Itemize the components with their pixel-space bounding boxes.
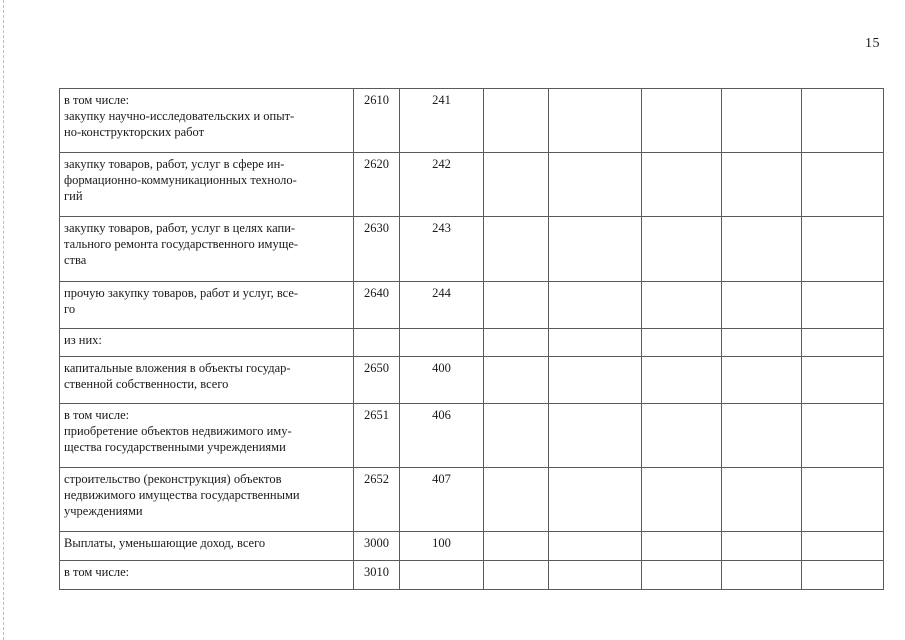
table-row: [60, 404, 884, 468]
value-cell: [484, 282, 549, 329]
value-cell: [802, 357, 884, 404]
row-code: 2630: [354, 217, 400, 282]
kosgu-code: 243: [400, 217, 484, 282]
value-cell: [722, 217, 802, 282]
value-cell: [642, 468, 722, 532]
value-cell: [484, 561, 549, 590]
description-line: но-конструкторских работ: [64, 125, 205, 139]
description-line: в том числе:: [64, 408, 130, 422]
value-cell: [642, 89, 722, 153]
description-line: закупку научно-исследовательских и опыт-: [64, 109, 295, 123]
value-cell: [722, 329, 802, 357]
kosgu-code: 241: [400, 89, 484, 153]
value-cell: [484, 329, 549, 357]
value-cell: [802, 404, 884, 468]
value-cell: [722, 282, 802, 329]
value-cell: [802, 282, 884, 329]
row-description: [60, 217, 354, 282]
table-row: [60, 357, 884, 404]
value-cell: [549, 89, 642, 153]
value-cell: [802, 468, 884, 532]
table-row: [60, 282, 884, 329]
value-cell: [802, 89, 884, 153]
value-cell: [549, 561, 642, 590]
description-line: в том числе:: [64, 93, 130, 107]
value-cell: [722, 357, 802, 404]
description-line: учреждениями: [64, 504, 143, 518]
description-line: тального ремонта государственного имуще-: [64, 237, 299, 251]
row-description: [60, 357, 354, 404]
description-line: ства: [64, 253, 87, 267]
description-line: закупку товаров, работ, услуг в сфере ин-: [64, 157, 285, 171]
value-cell: [484, 357, 549, 404]
row-description: [60, 404, 354, 468]
value-cell: [722, 89, 802, 153]
row-code: 2650: [354, 357, 400, 404]
kosgu-code: 100: [400, 532, 484, 561]
kosgu-code: [400, 329, 484, 357]
value-cell: [722, 561, 802, 590]
row-code: 2640: [354, 282, 400, 329]
description-line: го: [64, 302, 76, 316]
row-description: [60, 282, 354, 329]
value-cell: [484, 532, 549, 561]
value-cell: [642, 329, 722, 357]
value-cell: [642, 282, 722, 329]
value-cell: [802, 153, 884, 217]
value-cell: [802, 532, 884, 561]
kosgu-code: 400: [400, 357, 484, 404]
description-line: закупку товаров, работ, услуг в целях капи-: [64, 221, 296, 235]
description-line: недвижимого имущества государственными: [64, 488, 300, 502]
value-cell: [549, 532, 642, 561]
value-cell: [722, 404, 802, 468]
value-cell: [642, 217, 722, 282]
value-cell: [484, 404, 549, 468]
value-cell: [549, 282, 642, 329]
value-cell: [802, 329, 884, 357]
table-row: [60, 561, 884, 590]
value-cell: [549, 357, 642, 404]
value-cell: [484, 217, 549, 282]
page-number: 15: [865, 36, 880, 51]
page-edge: [3, 0, 4, 640]
value-cell: [549, 217, 642, 282]
table-row: [60, 217, 884, 282]
table-row: [60, 89, 884, 153]
description-line: из них:: [64, 333, 102, 347]
value-cell: [642, 357, 722, 404]
kosgu-code: 406: [400, 404, 484, 468]
row-code: [354, 329, 400, 357]
row-description: [60, 532, 354, 561]
table-row: [60, 329, 884, 357]
kosgu-code: 407: [400, 468, 484, 532]
row-code: 3010: [354, 561, 400, 590]
row-code: 2651: [354, 404, 400, 468]
value-cell: [802, 217, 884, 282]
value-cell: [642, 153, 722, 217]
description-line: прочую закупку товаров, работ и услуг, все-: [64, 286, 299, 300]
row-description: [60, 89, 354, 153]
table-row: [60, 153, 884, 217]
value-cell: [722, 532, 802, 561]
value-cell: [722, 468, 802, 532]
kosgu-code: [400, 561, 484, 590]
value-cell: [722, 153, 802, 217]
description-line: формационно-коммуникационных техноло-: [64, 173, 297, 187]
value-cell: [642, 561, 722, 590]
value-cell: [484, 89, 549, 153]
value-cell: [484, 468, 549, 532]
description-line: приобретение объектов недвижимого иму-: [64, 424, 292, 438]
kosgu-code: 244: [400, 282, 484, 329]
table-row: [60, 468, 884, 532]
row-code: 2620: [354, 153, 400, 217]
description-line: щества государственными учреждениями: [64, 440, 286, 454]
row-description: [60, 561, 354, 590]
description-line: Выплаты, уменьшающие доход, всего: [64, 536, 266, 550]
table-body: [60, 89, 884, 590]
description-line: строительство (реконструкция) объектов: [64, 472, 282, 486]
description-line: в том числе:: [64, 565, 130, 579]
value-cell: [484, 153, 549, 217]
value-cell: [549, 329, 642, 357]
description-line: гий: [64, 189, 83, 203]
row-description: [60, 153, 354, 217]
row-code: 2610: [354, 89, 400, 153]
description-line: ственной собственности, всего: [64, 377, 229, 391]
value-cell: [642, 532, 722, 561]
row-code: 3000: [354, 532, 400, 561]
row-code: 2652: [354, 468, 400, 532]
value-cell: [549, 404, 642, 468]
value-cell: [802, 561, 884, 590]
value-cell: [549, 153, 642, 217]
value-cell: [642, 404, 722, 468]
table-row: [60, 532, 884, 561]
budget-table: [59, 88, 884, 590]
value-cell: [549, 468, 642, 532]
row-description: [60, 329, 354, 357]
row-description: [60, 468, 354, 532]
kosgu-code: 242: [400, 153, 484, 217]
description-line: капитальные вложения в объекты государ-: [64, 361, 291, 375]
